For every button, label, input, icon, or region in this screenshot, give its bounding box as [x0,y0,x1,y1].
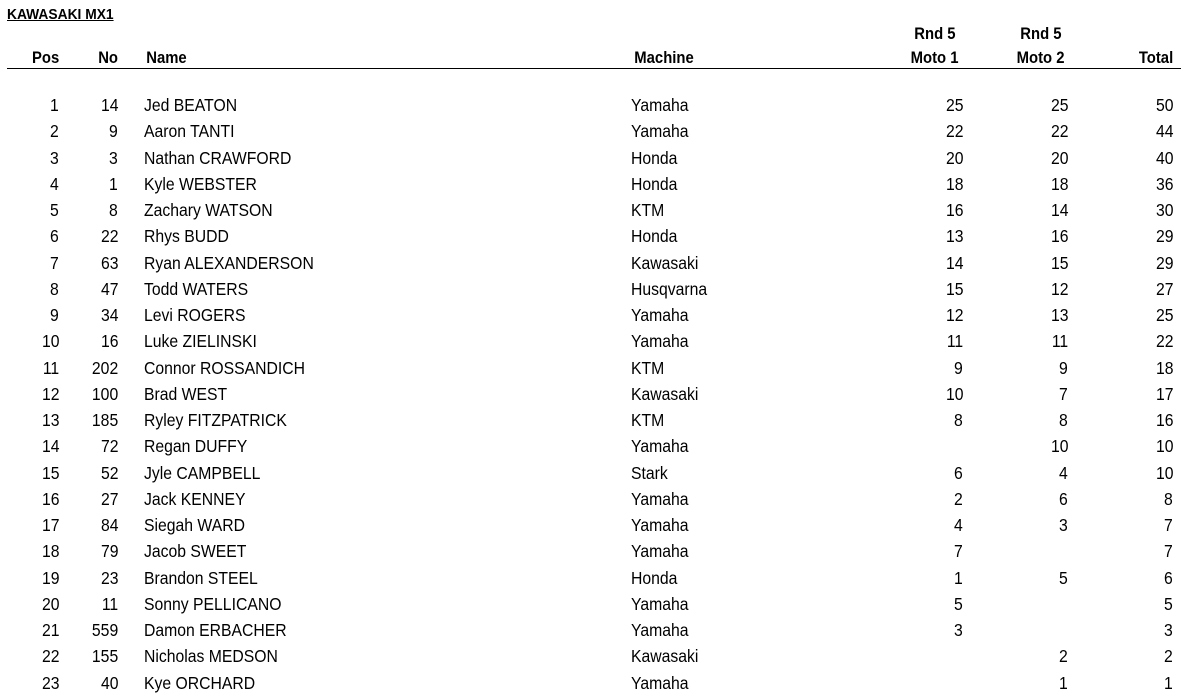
cell-name: Levi ROGERS [144,305,246,325]
cell-moto2: 20 [1050,147,1068,168]
cell-total: 25 [1155,305,1173,325]
cell-total: 7 [1164,541,1173,562]
cell-moto1: 25 [945,95,963,115]
cell-name: Todd WATERS [144,278,249,299]
table-row [0,381,1186,407]
cell-moto2: 18 [1050,173,1068,194]
cell-moto1: 18 [945,173,963,194]
cell-machine: Honda [631,567,678,588]
cell-pos: 12 [41,383,59,404]
table-row [0,460,1186,486]
cell-no: 8 [109,200,118,220]
cell-moto1: 20 [945,147,963,168]
cell-name: Ryan ALEXANDERSON [144,252,314,273]
cell-no: 559 [91,620,118,640]
cell-name: Kyle WEBSTER [144,173,257,194]
cell-machine: Yamaha [631,95,689,115]
cell-name: Damon ERBACHER [144,620,287,640]
table-row [0,486,1186,512]
cell-machine: Yamaha [631,593,689,614]
cell-pos: 22 [41,646,59,667]
cell-moto1: 12 [945,305,963,325]
cell-machine: Yamaha [631,331,689,352]
cell-moto2: 12 [1050,278,1068,299]
cell-total: 2 [1164,646,1173,667]
cell-moto1: 8 [954,410,963,430]
header-total: Total [1138,49,1173,67]
cell-pos: 17 [41,515,59,535]
cell-no: 84 [100,515,118,535]
cell-no: 202 [91,357,118,378]
cell-machine: Kawasaki [631,383,699,404]
header-pos: Pos [31,49,59,67]
table-row [0,355,1186,381]
cell-total: 10 [1155,462,1173,483]
table-row [0,328,1186,354]
cell-machine: Yamaha [631,541,689,562]
cell-name: Siegah WARD [144,515,245,535]
cell-total: 8 [1164,488,1173,509]
cell-moto1: 7 [954,541,963,562]
cell-name: Zachary WATSON [144,200,273,220]
cell-total: 5 [1164,593,1173,614]
cell-machine: Yamaha [631,305,689,325]
cell-machine: Yamaha [631,515,689,535]
cell-no: 155 [91,646,118,667]
cell-pos: 4 [50,173,59,194]
cell-no: 100 [91,383,118,404]
cell-no: 34 [100,305,118,325]
cell-moto2: 6 [1059,488,1068,509]
cell-no: 47 [100,278,118,299]
cell-name: Ryley FITZPATRICK [144,410,287,430]
cell-total: 36 [1155,173,1173,194]
cell-machine: Yamaha [631,436,689,457]
table-row [0,565,1186,591]
cell-total: 22 [1155,331,1173,352]
cell-name: Aaron TANTI [144,121,235,142]
table-row [0,118,1186,144]
cell-no: 23 [100,567,118,588]
cell-pos: 1 [50,95,59,115]
cell-pos: 2 [50,121,59,142]
cell-pos: 23 [41,672,59,693]
cell-moto2: 4 [1059,462,1068,483]
header-moto2: Rnd 5 Moto 2 [1017,25,1065,67]
cell-pos: 21 [41,620,59,640]
cell-name: Jed BEATON [144,95,238,115]
cell-total: 44 [1155,121,1173,142]
cell-no: 63 [100,252,118,273]
cell-moto2: 1 [1059,672,1068,693]
cell-total: 27 [1155,278,1173,299]
cell-moto1: 4 [954,515,963,535]
cell-no: 185 [91,410,118,430]
cell-pos: 9 [50,305,59,325]
table-row [0,407,1186,433]
cell-pos: 18 [41,541,59,562]
cell-name: Sonny PELLICANO [144,593,282,614]
cell-machine: Honda [631,226,678,247]
cell-pos: 13 [41,410,59,430]
cell-moto1: 1 [954,567,963,588]
cell-moto1 [880,433,963,459]
cell-machine: KTM [631,200,665,220]
cell-moto2: 2 [1059,646,1068,667]
cell-machine: Kawasaki [631,252,699,273]
cell-moto2: 22 [1050,121,1068,142]
cell-name: Jacob SWEET [144,541,247,562]
cell-moto2: 7 [1059,383,1068,404]
cell-total: 10 [1155,436,1173,457]
cell-pos: 10 [41,331,59,352]
table-row [0,591,1186,617]
cell-machine: KTM [631,357,665,378]
header-moto1: Rnd 5 Moto 1 [911,25,959,67]
cell-pos: 8 [50,278,59,299]
cell-machine: Husqvarna [631,278,708,299]
cell-pos: 14 [41,436,59,457]
cell-machine: Yamaha [631,672,689,693]
cell-total: 18 [1155,357,1173,378]
cell-total: 7 [1164,515,1173,535]
cell-name: Regan DUFFY [144,436,248,457]
cell-moto1: 11 [946,331,963,352]
cell-machine: Honda [631,173,678,194]
header-divider [7,68,1181,69]
cell-pos: 16 [41,488,59,509]
cell-no: 40 [100,672,118,693]
cell-moto2: 16 [1050,226,1068,247]
table-row [0,670,1186,696]
cell-moto1: 22 [945,121,963,142]
cell-moto2: 25 [1050,95,1068,115]
table-row [0,92,1186,118]
cell-moto2 [985,538,1068,564]
cell-machine: Honda [631,147,678,168]
cell-machine: Stark [631,462,668,483]
table-row [0,302,1186,328]
cell-moto1: 6 [954,462,963,483]
cell-name: Brandon STEEL [144,567,258,588]
cell-no: 22 [100,226,118,247]
cell-name: Jack KENNEY [144,488,246,509]
header-machine: Machine [634,49,694,67]
results-table [0,92,1186,696]
cell-moto1: 14 [945,252,963,273]
cell-name: Kye ORCHARD [144,672,256,693]
cell-moto2: 5 [1059,567,1068,588]
table-row [0,617,1186,643]
cell-no: 14 [100,95,118,115]
cell-name: Nicholas MEDSON [144,646,278,667]
cell-total: 17 [1155,383,1173,404]
cell-moto1: 15 [945,278,963,299]
cell-pos: 7 [50,252,59,273]
cell-moto2: 13 [1050,305,1068,325]
cell-no: 52 [100,462,118,483]
cell-moto2: 9 [1059,357,1068,378]
header-name: Name [146,49,187,67]
table-row [0,538,1186,564]
cell-moto1: 5 [954,593,963,614]
table-row [0,433,1186,459]
table-row [0,643,1186,669]
cell-machine: Yamaha [631,620,689,640]
cell-total: 30 [1155,200,1173,220]
cell-no: 16 [100,331,118,352]
cell-moto2: 10 [1050,436,1068,457]
cell-pos: 19 [41,567,59,588]
cell-name: Connor ROSSANDICH [144,357,306,378]
cell-name: Jyle CAMPBELL [144,462,261,483]
cell-moto1: 13 [945,226,963,247]
cell-moto1: 9 [954,357,963,378]
cell-machine: KTM [631,410,665,430]
cell-moto2 [985,617,1068,643]
cell-machine: Yamaha [631,488,689,509]
cell-no: 72 [100,436,118,457]
cell-moto1: 10 [945,383,963,404]
cell-total: 16 [1155,410,1173,430]
cell-moto1 [880,643,963,669]
cell-pos: 11 [42,357,59,378]
cell-total: 6 [1164,567,1173,588]
cell-pos: 6 [50,226,59,247]
page-title: KAWASAKI MX1 [7,6,114,23]
cell-moto1: 3 [954,620,963,640]
cell-name: Brad WEST [144,383,228,404]
table-row [0,512,1186,538]
cell-moto1: 2 [954,488,963,509]
cell-pos: 15 [41,462,59,483]
cell-moto1 [880,670,963,696]
cell-moto1: 16 [945,200,963,220]
table-row [0,276,1186,302]
cell-total: 3 [1164,620,1173,640]
cell-moto2: 11 [1051,331,1068,352]
table-row [0,197,1186,223]
cell-pos: 5 [50,200,59,220]
table-row [0,171,1186,197]
cell-name: Rhys BUDD [144,226,229,247]
table-row [0,145,1186,171]
cell-machine: Yamaha [631,121,689,142]
cell-moto2 [985,591,1068,617]
cell-moto2: 14 [1050,200,1068,220]
cell-no: 1 [109,173,118,194]
cell-no: 3 [109,147,118,168]
cell-machine: Kawasaki [631,646,699,667]
cell-name: Luke ZIELINSKI [144,331,257,352]
table-row [0,223,1186,249]
cell-no: 11 [101,593,118,614]
cell-no: 79 [100,541,118,562]
cell-moto2: 15 [1050,252,1068,273]
cell-total: 50 [1155,95,1173,115]
cell-total: 1 [1164,672,1173,693]
cell-pos: 20 [41,593,59,614]
cell-no: 9 [109,121,118,142]
cell-moto2: 3 [1059,515,1068,535]
cell-total: 29 [1155,252,1173,273]
cell-name: Nathan CRAWFORD [144,147,292,168]
header-no: No [98,49,118,67]
table-header [0,24,1186,70]
cell-pos: 3 [50,147,59,168]
cell-total: 29 [1155,226,1173,247]
cell-total: 40 [1155,147,1173,168]
cell-moto2: 8 [1059,410,1068,430]
cell-no: 27 [100,488,118,509]
table-row [0,250,1186,276]
